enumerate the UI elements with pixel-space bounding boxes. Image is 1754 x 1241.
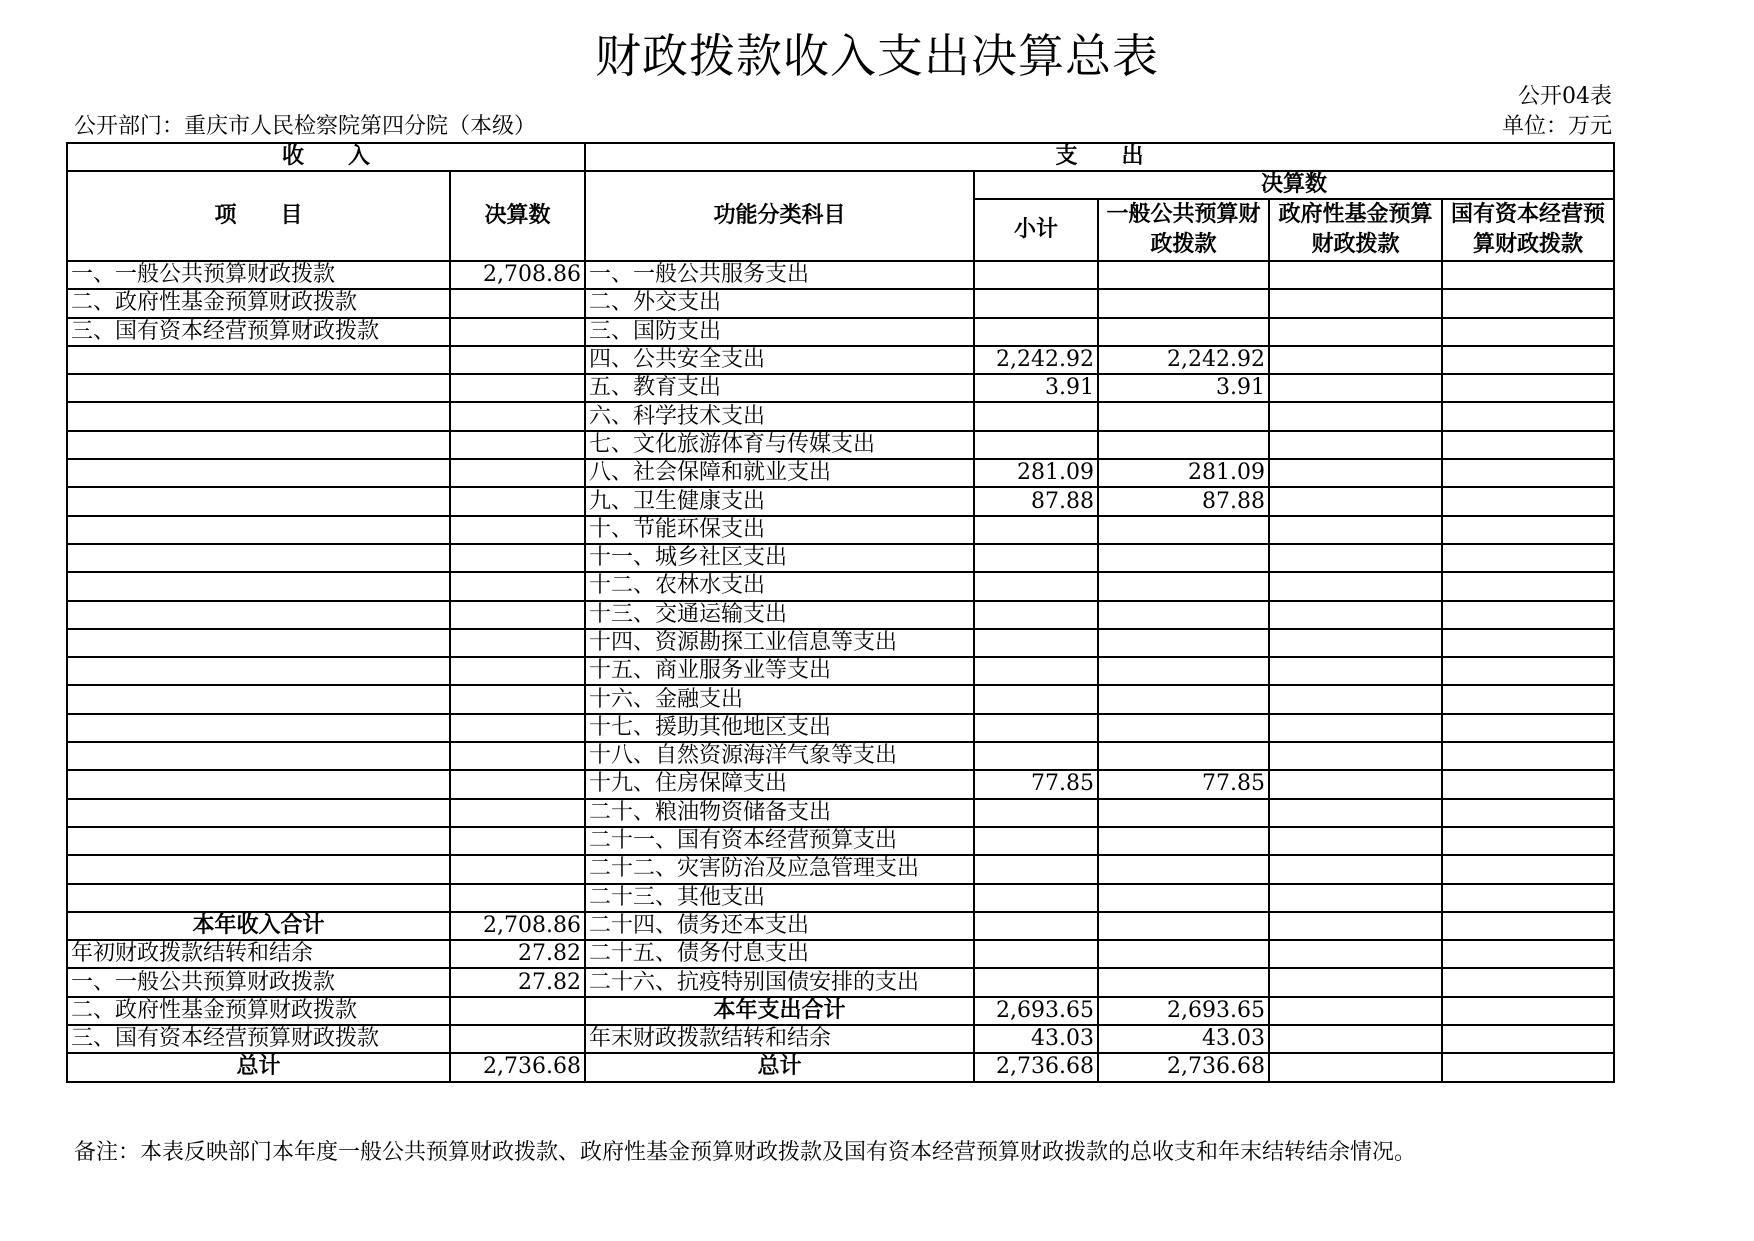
state-capital-cell — [1442, 601, 1614, 629]
income-amount-cell: 27.82 — [450, 968, 585, 996]
state-capital-cell — [1442, 346, 1614, 374]
general-budget-cell — [1098, 855, 1269, 883]
income-amount-cell — [450, 799, 585, 827]
income-item-cell — [67, 601, 450, 629]
subtotal-cell: 2,693.65 — [974, 997, 1098, 1025]
income-item-cell: 年初财政拨款结转和结余 — [67, 940, 450, 968]
table-row — [67, 657, 1614, 685]
income-item-cell — [67, 884, 450, 912]
income-item-cell: 总计 — [67, 1053, 450, 1081]
income-item-cell — [67, 799, 450, 827]
expense-item-cell: 十二、农林水支出 — [585, 572, 974, 600]
income-amount-cell — [450, 827, 585, 855]
expense-item-cell: 一、一般公共服务支出 — [585, 261, 974, 289]
state-capital-cell — [1442, 374, 1614, 402]
expense-item-cell: 六、科学技术支出 — [585, 402, 974, 430]
expense-item-cell: 十六、金融支出 — [585, 685, 974, 713]
income-amount-cell: 27.82 — [450, 940, 585, 968]
expense-group-header: 支 出 — [585, 143, 1614, 171]
expense-item-cell: 十四、资源勘探工业信息等支出 — [585, 629, 974, 657]
gov-fund-cell — [1269, 261, 1442, 289]
subtotal-cell — [974, 601, 1098, 629]
table-row — [67, 1053, 1614, 1081]
income-amount-cell — [450, 855, 585, 883]
general-budget-cell: 43.03 — [1098, 1025, 1269, 1053]
gov-fund-cell — [1269, 1053, 1442, 1081]
expense-item-cell: 二十二、灾害防治及应急管理支出 — [585, 855, 974, 883]
gov-fund-cell — [1269, 487, 1442, 515]
income-item-cell: 二、政府性基金预算财政拨款 — [67, 289, 450, 317]
gov-fund-cell — [1269, 431, 1442, 459]
general-budget-cell — [1098, 544, 1269, 572]
general-budget-cell — [1098, 431, 1269, 459]
income-amount-cell — [450, 516, 585, 544]
income-item-cell — [67, 431, 450, 459]
income-amount-cell — [450, 714, 585, 742]
gov-fund-cell — [1269, 742, 1442, 770]
subtotal-cell: 2,242.92 — [974, 346, 1098, 374]
general-budget-cell — [1098, 572, 1269, 600]
state-capital-cell — [1442, 968, 1614, 996]
income-item-cell — [67, 374, 450, 402]
table-row — [67, 827, 1614, 855]
general-budget-cell — [1098, 968, 1269, 996]
income-amount-cell: 2,736.68 — [450, 1053, 585, 1081]
subtotal-cell: 2,736.68 — [974, 1053, 1098, 1081]
table-row — [67, 714, 1614, 742]
subtotal-cell: 3.91 — [974, 374, 1098, 402]
table-row — [67, 487, 1614, 515]
subtotal-cell — [974, 940, 1098, 968]
table-row — [67, 799, 1614, 827]
income-amount-cell: 2,708.86 — [450, 261, 585, 289]
income-item-cell — [67, 629, 450, 657]
income-amount-cell — [450, 459, 585, 487]
general-budget-cell — [1098, 261, 1269, 289]
table-row — [67, 459, 1614, 487]
general-budget-cell — [1098, 629, 1269, 657]
general-budget-cell: 281.09 — [1098, 459, 1269, 487]
income-item-cell — [67, 572, 450, 600]
table-row — [67, 516, 1614, 544]
table-row — [67, 402, 1614, 430]
general-budget-cell — [1098, 289, 1269, 317]
income-item-cell — [67, 544, 450, 572]
general-budget-cell — [1098, 799, 1269, 827]
general-budget-cell: 3.91 — [1098, 374, 1269, 402]
page-title: 财政拨款收入支出决算总表 — [595, 29, 1159, 83]
expense-item-cell: 五、教育支出 — [585, 374, 974, 402]
general-budget-cell — [1098, 318, 1269, 346]
table-row — [67, 318, 1614, 346]
subtotal-cell — [974, 742, 1098, 770]
income-amount-cell — [450, 601, 585, 629]
unit-label: 单位：万元 — [1501, 114, 1612, 139]
gov-fund-cell — [1269, 601, 1442, 629]
gov-fund-cell — [1269, 346, 1442, 374]
expense-item-cell: 四、公共安全支出 — [585, 346, 974, 374]
table-row — [67, 940, 1614, 968]
subtotal-cell — [974, 261, 1098, 289]
income-amount-cell: 2,708.86 — [450, 912, 585, 940]
general-budget-cell — [1098, 685, 1269, 713]
department-label: 公开部门：重庆市人民检察院第四分院（本级） — [74, 114, 537, 139]
gov-fund-cell — [1269, 289, 1442, 317]
state-capital-cell — [1442, 685, 1614, 713]
state-capital-cell — [1442, 1053, 1614, 1081]
subtotal-cell — [974, 912, 1098, 940]
final-amount-group-header: 决算数 — [974, 171, 1614, 199]
general-budget-cell: 2,242.92 — [1098, 346, 1269, 374]
subtotal-cell — [974, 685, 1098, 713]
table-row — [67, 770, 1614, 798]
income-amount-cell — [450, 884, 585, 912]
income-amount-cell — [450, 487, 585, 515]
expense-item-cell: 本年支出合计 — [585, 997, 974, 1025]
table-row — [67, 431, 1614, 459]
state-capital-cell — [1442, 289, 1614, 317]
expense-item-cell: 总计 — [585, 1053, 974, 1081]
state-capital-cell — [1442, 940, 1614, 968]
gov-fund-cell — [1269, 940, 1442, 968]
income-amount-cell — [450, 289, 585, 317]
subtotal-cell — [974, 968, 1098, 996]
subtotal-cell — [974, 827, 1098, 855]
table-row — [67, 289, 1614, 317]
table-row — [67, 855, 1614, 883]
income-item-cell — [67, 346, 450, 374]
general-budget-cell — [1098, 742, 1269, 770]
subtotal-cell: 77.85 — [974, 770, 1098, 798]
gov-fund-cell — [1269, 1025, 1442, 1053]
general-budget-cell — [1098, 884, 1269, 912]
subtotal-cell — [974, 572, 1098, 600]
state-capital-cell — [1442, 544, 1614, 572]
gov-fund-cell — [1269, 459, 1442, 487]
income-item-cell — [67, 459, 450, 487]
expense-item-cell: 十八、自然资源海洋气象等支出 — [585, 742, 974, 770]
gov-fund-cell — [1269, 997, 1442, 1025]
general-budget-cell: 87.88 — [1098, 487, 1269, 515]
table-code: 公开04表 — [1518, 84, 1612, 109]
expense-item-cell: 二十三、其他支出 — [585, 884, 974, 912]
state-capital-cell — [1442, 318, 1614, 346]
subtotal-cell: 87.88 — [974, 487, 1098, 515]
expense-item-cell: 十三、交通运输支出 — [585, 601, 974, 629]
income-amount-cell — [450, 544, 585, 572]
expense-item-cell: 九、卫生健康支出 — [585, 487, 974, 515]
general-budget-cell — [1098, 402, 1269, 430]
state-capital-header: 国有资本经营预算财政拨款 — [1442, 199, 1614, 261]
table-row — [67, 601, 1614, 629]
income-item-cell — [67, 742, 450, 770]
table-row — [67, 374, 1614, 402]
subtotal-cell — [974, 657, 1098, 685]
expense-item-cell: 二十一、国有资本经营预算支出 — [585, 827, 974, 855]
general-budget-cell — [1098, 657, 1269, 685]
general-budget-cell: 77.85 — [1098, 770, 1269, 798]
income-amount-cell — [450, 657, 585, 685]
income-amount-cell — [450, 770, 585, 798]
state-capital-cell — [1442, 572, 1614, 600]
income-amount-cell — [450, 685, 585, 713]
subtotal-cell — [974, 402, 1098, 430]
income-amount-cell — [450, 431, 585, 459]
general-budget-cell — [1098, 601, 1269, 629]
income-item-cell: 三、国有资本经营预算财政拨款 — [67, 1025, 450, 1053]
gov-fund-cell — [1269, 685, 1442, 713]
table-row — [67, 1025, 1614, 1053]
income-item-cell — [67, 770, 450, 798]
gov-fund-cell — [1269, 572, 1442, 600]
expense-item-cell: 十一、城乡社区支出 — [585, 544, 974, 572]
table-row — [67, 884, 1614, 912]
income-item-cell — [67, 855, 450, 883]
expense-item-cell: 十五、商业服务业等支出 — [585, 657, 974, 685]
general-budget-cell — [1098, 912, 1269, 940]
gov-fund-cell — [1269, 968, 1442, 996]
subtotal-cell: 43.03 — [974, 1025, 1098, 1053]
table-row — [67, 261, 1614, 289]
expense-item-cell: 十九、住房保障支出 — [585, 770, 974, 798]
income-item-cell: 一、一般公共预算财政拨款 — [67, 261, 450, 289]
gov-fund-cell — [1269, 318, 1442, 346]
income-item-cell: 二、政府性基金预算财政拨款 — [67, 997, 450, 1025]
footnote: 备注：本表反映部门本年度一般公共预算财政拨款、政府性基金预算财政拨款及国有资本经营预算财政拨款的总收支和年末结转结余情况。 — [74, 1140, 1417, 1165]
state-capital-cell — [1442, 431, 1614, 459]
income-item-cell — [67, 402, 450, 430]
table-row — [67, 912, 1614, 940]
gov-fund-cell — [1269, 912, 1442, 940]
state-capital-cell — [1442, 827, 1614, 855]
state-capital-cell — [1442, 912, 1614, 940]
general-budget-cell: 2,736.68 — [1098, 1053, 1269, 1081]
subtotal-cell — [974, 431, 1098, 459]
income-amount-cell — [450, 346, 585, 374]
gov-fund-cell — [1269, 799, 1442, 827]
subtotal-cell — [974, 544, 1098, 572]
gov-fund-cell — [1269, 827, 1442, 855]
income-item-cell — [67, 714, 450, 742]
gov-fund-cell — [1269, 714, 1442, 742]
gov-fund-cell — [1269, 657, 1442, 685]
income-item-cell: 本年收入合计 — [67, 912, 450, 940]
income-item-cell — [67, 516, 450, 544]
expense-item-cell: 二十、粮油物资储备支出 — [585, 799, 974, 827]
state-capital-cell — [1442, 629, 1614, 657]
income-amount-cell — [450, 318, 585, 346]
state-capital-cell — [1442, 884, 1614, 912]
gov-fund-cell — [1269, 516, 1442, 544]
expense-item-cell: 二十六、抗疫特别国债安排的支出 — [585, 968, 974, 996]
item-header: 项 目 — [67, 171, 450, 261]
table-row — [67, 997, 1614, 1025]
gov-fund-cell — [1269, 770, 1442, 798]
subtotal-cell — [974, 884, 1098, 912]
state-capital-cell — [1442, 402, 1614, 430]
gov-fund-cell — [1269, 629, 1442, 657]
gov-fund-cell — [1269, 374, 1442, 402]
state-capital-cell — [1442, 799, 1614, 827]
table-row — [67, 685, 1614, 713]
general-budget-cell: 2,693.65 — [1098, 997, 1269, 1025]
subtotal-cell — [974, 516, 1098, 544]
expense-item-cell: 七、文化旅游体育与传媒支出 — [585, 431, 974, 459]
expense-item-cell: 八、社会保障和就业支出 — [585, 459, 974, 487]
subtotal-cell — [974, 289, 1098, 317]
state-capital-cell — [1442, 487, 1614, 515]
expense-item-cell: 年末财政拨款结转和结余 — [585, 1025, 974, 1053]
income-item-cell — [67, 827, 450, 855]
state-capital-cell — [1442, 742, 1614, 770]
final-amount-header: 决算数 — [450, 171, 585, 261]
state-capital-cell — [1442, 714, 1614, 742]
subtotal-header: 小计 — [974, 199, 1098, 261]
income-item-cell — [67, 487, 450, 515]
state-capital-cell — [1442, 855, 1614, 883]
gov-fund-cell — [1269, 884, 1442, 912]
general-budget-cell — [1098, 827, 1269, 855]
budget-table — [66, 142, 1615, 1083]
state-capital-cell — [1442, 997, 1614, 1025]
table-row — [67, 572, 1614, 600]
income-group-header: 收 入 — [67, 143, 585, 171]
income-amount-cell — [450, 742, 585, 770]
income-amount-cell — [450, 572, 585, 600]
expense-item-cell: 二十五、债务付息支出 — [585, 940, 974, 968]
subtotal-cell — [974, 318, 1098, 346]
state-capital-cell — [1442, 516, 1614, 544]
income-item-cell — [67, 657, 450, 685]
income-item-cell: 三、国有资本经营预算财政拨款 — [67, 318, 450, 346]
subtotal-cell — [974, 629, 1098, 657]
state-capital-cell — [1442, 459, 1614, 487]
gov-fund-header: 政府性基金预算财政拨款 — [1269, 199, 1442, 261]
state-capital-cell — [1442, 657, 1614, 685]
income-amount-cell — [450, 374, 585, 402]
table-row — [67, 968, 1614, 996]
subtotal-cell — [974, 714, 1098, 742]
income-item-cell: 一、一般公共预算财政拨款 — [67, 968, 450, 996]
state-capital-cell — [1442, 261, 1614, 289]
table-row — [67, 544, 1614, 572]
table-row — [67, 629, 1614, 657]
expense-item-cell: 十、节能环保支出 — [585, 516, 974, 544]
expense-item-cell: 二、外交支出 — [585, 289, 974, 317]
income-amount-cell — [450, 629, 585, 657]
expense-item-cell: 十七、援助其他地区支出 — [585, 714, 974, 742]
function-category-header: 功能分类科目 — [585, 171, 974, 261]
general-budget-cell — [1098, 516, 1269, 544]
income-amount-cell — [450, 1025, 585, 1053]
table-row — [67, 346, 1614, 374]
subtotal-cell — [974, 855, 1098, 883]
expense-item-cell: 二十四、债务还本支出 — [585, 912, 974, 940]
general-budget-cell — [1098, 714, 1269, 742]
income-amount-cell — [450, 402, 585, 430]
subtotal-cell — [974, 799, 1098, 827]
subtotal-cell: 281.09 — [974, 459, 1098, 487]
income-item-cell — [67, 685, 450, 713]
general-budget-header: 一般公共预算财政拨款 — [1098, 199, 1269, 261]
income-amount-cell — [450, 997, 585, 1025]
expense-item-cell: 三、国防支出 — [585, 318, 974, 346]
gov-fund-cell — [1269, 402, 1442, 430]
gov-fund-cell — [1269, 855, 1442, 883]
general-budget-cell — [1098, 940, 1269, 968]
table-row — [67, 742, 1614, 770]
state-capital-cell — [1442, 1025, 1614, 1053]
gov-fund-cell — [1269, 544, 1442, 572]
state-capital-cell — [1442, 770, 1614, 798]
